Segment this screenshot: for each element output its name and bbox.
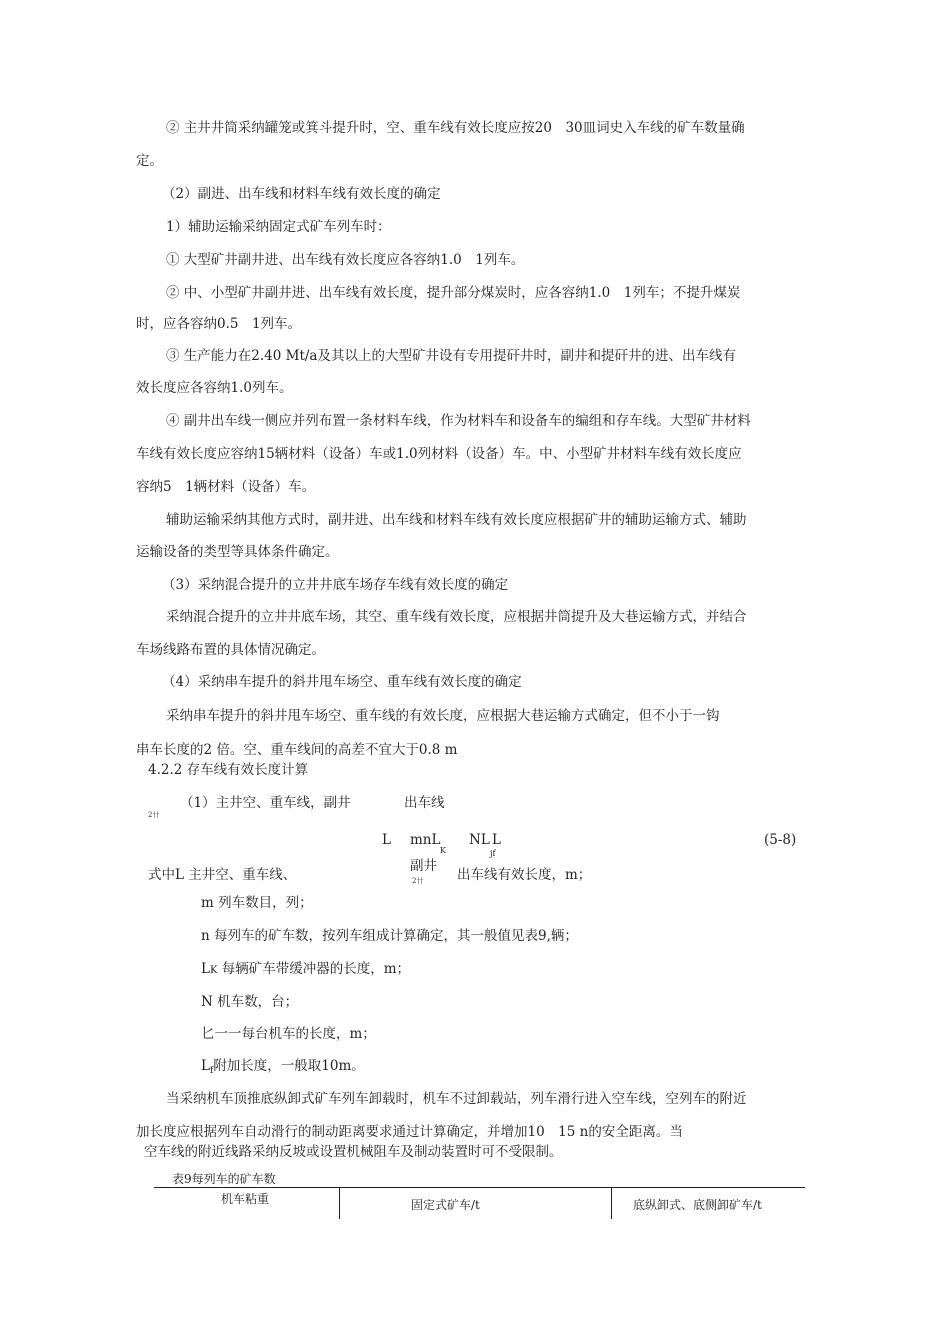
paragraph-line: 1）辅助运输采纳固定式矿车列车时： xyxy=(166,219,391,235)
paragraph-line: 采纳串车提升的斜井甩车场空、重车线的有效长度，应根据大巷运输方式确定，但不小于一钩 xyxy=(166,708,720,724)
paragraph-line: 采纳混合提升的立井井底车场，其空、重车线有效长度，应根据井筒提升及大巷运输方式，并结合 xyxy=(166,609,747,625)
paragraph-line: 容纳5 1辆材料（设备）车。 xyxy=(136,479,316,495)
paragraph-line: ② 主井井筒采纳罐笼或箕斗提升时，空、重车线有效长度应按20 30皿词史入车线的矿车数量确 xyxy=(166,120,745,136)
definition-line: 式中L 主井空、重车线、 xyxy=(148,867,297,883)
definition-line: n 每列车的矿车数，按列车组成计算确定，其一般值见表9,辆； xyxy=(201,928,578,944)
symbol-subscript: K xyxy=(209,965,218,976)
definition-line xyxy=(201,960,410,980)
equation-number: (5-8) xyxy=(764,832,797,848)
section-heading: （3）采纳混合提升的立井井底车场存车线有效长度的确定 xyxy=(162,577,509,593)
section-heading: （2）副进、出车线和材料车线有效长度的确定 xyxy=(162,186,441,202)
paragraph-line: 定。 xyxy=(136,153,163,169)
symbol: L xyxy=(201,961,210,977)
paragraph-line: 加长度应根据列车自动滑行的制动距离要求通过计算确定，并增加10 15 n的安全距离。当 xyxy=(136,1124,683,1140)
paragraph-line: ③ 生产能力在2.40 Mt/a及其以上的大型矿井设有专用提矸井时，副井和提矸井的进、出车线有 xyxy=(166,348,736,364)
paragraph-line: 运输设备的类型等具体条件确定。 xyxy=(136,544,339,560)
formula-symbol: mnL xyxy=(410,832,441,848)
paragraph-line: 车场线路布置的具体情况确定。 xyxy=(136,642,325,658)
symbol-subscript: f xyxy=(209,1066,214,1076)
formula-subscript: jf xyxy=(490,849,496,858)
formula-symbol: L xyxy=(492,832,501,848)
definition-line: m 列车数目，列； xyxy=(201,895,313,911)
table-caption: 表9每列车的矿车数 xyxy=(172,1172,276,1186)
formula-subscript: K xyxy=(440,846,446,855)
definition-text: 每辆矿车带缓冲器的长度，m； xyxy=(217,961,411,977)
table-divider xyxy=(339,1187,340,1219)
paragraph-line: ④ 副井出车线一侧应并列布置一条材料车线，作为材料车和设备车的编组和存车线。大型矿井材料 xyxy=(166,413,751,429)
paragraph-line: 效长度应各容纳1.0列车。 xyxy=(136,380,293,396)
subscript: 2卄 xyxy=(148,811,160,819)
paragraph-line: ② 中、小型矿井副井进、出车线有效长度，提升部分煤炭时，应各容纳1.0 1列车；不提升煤炭 xyxy=(166,285,741,301)
definition-line: 匕一一每台机车的长度，m； xyxy=(201,1026,376,1042)
paragraph-line: 车线有效长度应容纳15辆材料（设备）车或1.0列材料（设备）车。中、小型矿井材料车线有效长度应 xyxy=(136,446,742,462)
paragraph-line: 当采纳机车顶推底纵卸式矿车列车卸载时，机车不过卸载站，列车滑行进入空车线，空列车的附近 xyxy=(166,1091,747,1107)
paragraph-line: 串车长度的2 倍。空、重车线间的高差不宜大于0.8 m xyxy=(136,742,458,758)
definition-text: 附加长度，一般取10m。 xyxy=(213,1058,365,1074)
table-header-cell: 固定式矿车/t xyxy=(411,1198,480,1212)
table-top-rule xyxy=(154,1187,805,1188)
table-header-cell: 机车粘重 xyxy=(221,1192,270,1206)
definition-line: N 机车数，台； xyxy=(201,994,299,1010)
section-heading: （4）采纳串车提升的斜井甩车场空、重车线有效长度的确定 xyxy=(162,674,522,690)
table-divider xyxy=(611,1187,612,1219)
paragraph-line: ① 大型矿井副井进、出车线有效长度应各容纳1.0 1列车。 xyxy=(166,252,525,268)
table-header-cell: 底纵卸式、底侧卸矿车/t xyxy=(633,1198,762,1212)
subsection-heading: 4.2.2 存车线有效长度计算 xyxy=(148,762,309,778)
formula-intro: 出车线 xyxy=(404,795,445,811)
definition-line: 出车线有效长度，m； xyxy=(457,867,592,883)
paragraph-line: 时，应各容纳0.5 1列车。 xyxy=(136,316,302,332)
paragraph-line: 辅助运输采纳其他方式时，副井进、出车线和材料车线有效长度应根据矿井的辅助运输方式、辅助 xyxy=(166,512,747,528)
definition-line: 副井 xyxy=(410,858,437,874)
formula-symbol: NL xyxy=(469,832,490,848)
formula-symbol: L xyxy=(382,832,391,848)
subscript: 2卄 xyxy=(412,877,424,885)
formula-intro: （1）主井空、重车线，副井 xyxy=(180,795,351,811)
symbol: L xyxy=(201,1058,210,1074)
definition-line xyxy=(201,1057,365,1080)
paragraph-line: 空车线的附近线路采纳反坡或设置机械阻车及制动装置时可不受限制。 xyxy=(144,1144,563,1160)
